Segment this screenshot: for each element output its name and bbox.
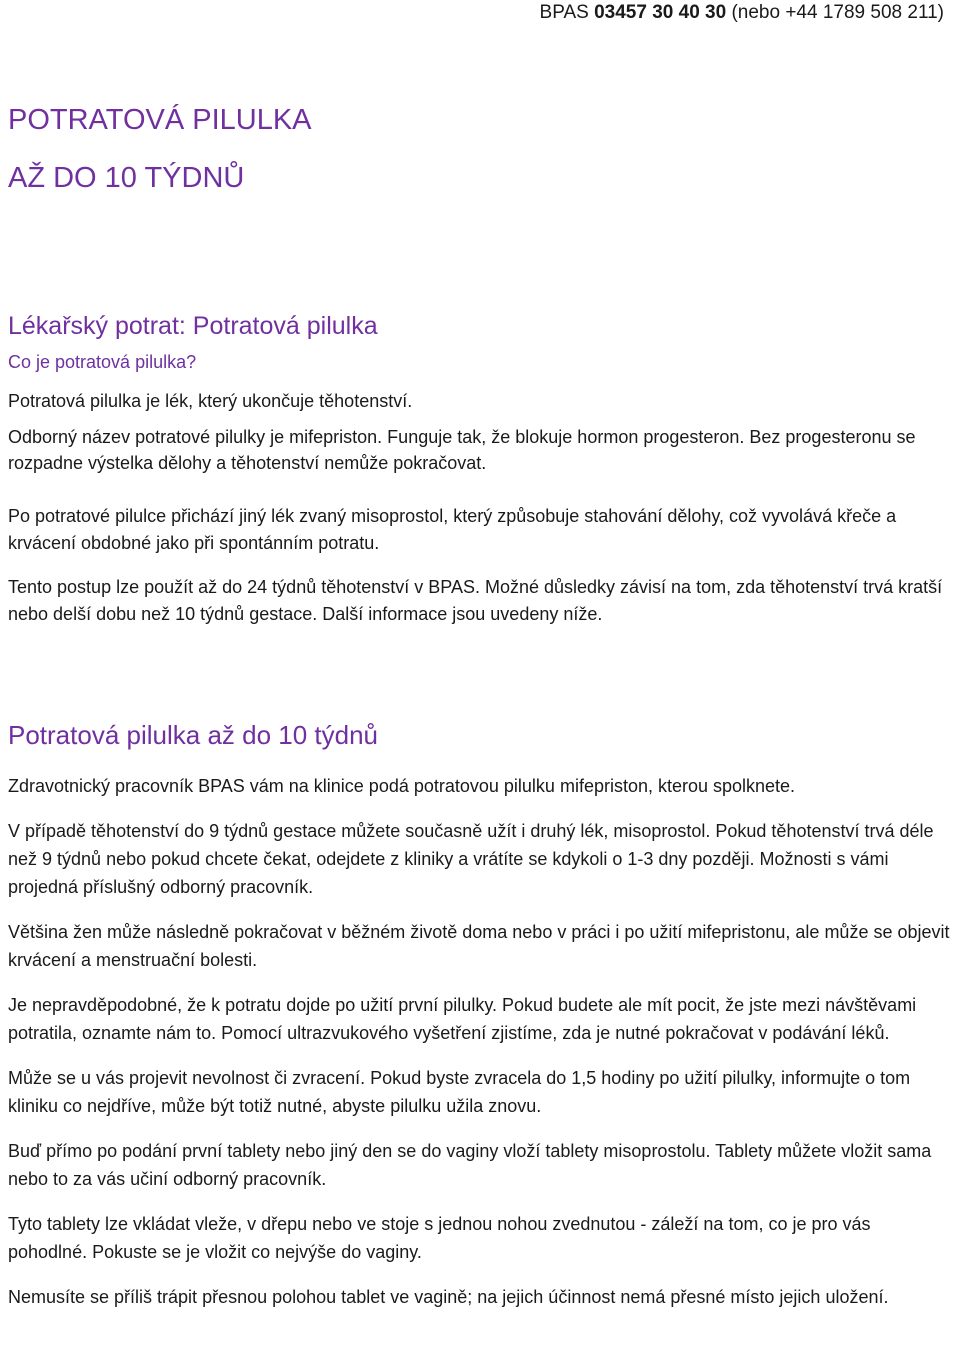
section-misoprostol [8, 503, 953, 645]
paragraph: Většina žen může následně pokračovat v běžném životě doma nebo v práci i po užití mifepristonu, ale může se objevit krvácení a menstruační bolesti. [8, 922, 950, 970]
paragraph: Nemusíte se příliš trápit přesnou polohou tablet ve vagině; na jejich účinnost nemá přesné místo jejich uložení. [8, 1287, 889, 1307]
header-phone: 03457 30 40 30 [594, 2, 727, 23]
paragraph: Tento postup lze použít až do 24 týdnů těhotenství v BPAS. Možné důsledky závisí na tom, zda těhotenství trvá kratší nebo delší dobu než 10 týdnů gestace. Další informace jsou uvedeny níže. [8, 577, 943, 624]
document-subtitle: AŽ DO 10 TÝDNŮ [8, 162, 245, 194]
paragraph: Po potratové pilulce přichází jiný lék zvaný misoprostol, který způsobuje stahování dělohy, což vyvolává křeče a krvácení obdobné jako při spontánním potratu. [8, 506, 897, 553]
section-heading: Lékařský potrat: Potratová pilulka [8, 312, 378, 340]
paragraph: Může se u vás projevit nevolnost či zvracení. Pokud byste zvracela do 1,5 hodiny po užití pilulky, informujte o tom kliniku co nejdříve, může být totiž nutné, abyste pilulku užila znovu. [8, 1068, 911, 1116]
section-up-to-10-weeks [8, 718, 953, 1328]
paragraph: Odborný název potratové pilulky je mifepriston. Funguje tak, že blokuje hormon progesteron. Bez progesteronu se rozpadne výstelka dělohy a těhotenství nemůže pokračovat. [8, 427, 916, 473]
paragraph: Je nepravděpodobné, že k potratu dojde po užití první pilulky. Pokud budete ale mít pocit, že jste mezi návštěvami potratila, oznamte nám to. Pomocí ultrazvukového vyšetření zjistíme, zda je nutné pokračovat v podávání léků. [8, 995, 917, 1043]
section-question: Co je potratová pilulka? [8, 352, 197, 372]
section-heading: Potratová pilulka až do 10 týdnů [8, 720, 379, 750]
paragraph: Tyto tablety lze vkládat vleže, v dřepu nebo ve stoje s jednou nohou zvednutou - záleží na tom, co je pro vás pohodlné. Pokuste se je vložit co nejvýše do vaginy. [8, 1214, 871, 1262]
paragraph: Buď přímo po podání první tablety nebo jiný den se do vaginy vloží tablety misoprostolu. Tablety můžete vložit sama nebo to za vás učiní odborný pracovník. [8, 1141, 932, 1189]
paragraph: Zdravotnický pracovník BPAS vám na klinice podá potratovou pilulku mifepriston, kterou spolknete. [8, 776, 796, 796]
contact-header [540, 2, 944, 24]
header-alt-phone: (nebo +44 1789 508 211) [726, 2, 944, 23]
header-prefix: BPAS [539, 2, 595, 23]
section-medical-abortion [8, 310, 953, 492]
paragraph: V případě těhotenství do 9 týdnů gestace můžete současně užít i druhý lék, misoprostol. Pokud těhotenství trvá déle než 9 týdnů nebo pokud chcete čekat, odejdete z kliniky a vrátíte se kdykoli o 1-3 dny později. Možnosti s vámi projedná příslušný odborný pracovník. [8, 821, 934, 897]
document-title: POTRATOVÁ PILULKA [8, 104, 312, 136]
paragraph: Potratová pilulka je lék, který ukončuje těhotenství. [8, 391, 413, 411]
